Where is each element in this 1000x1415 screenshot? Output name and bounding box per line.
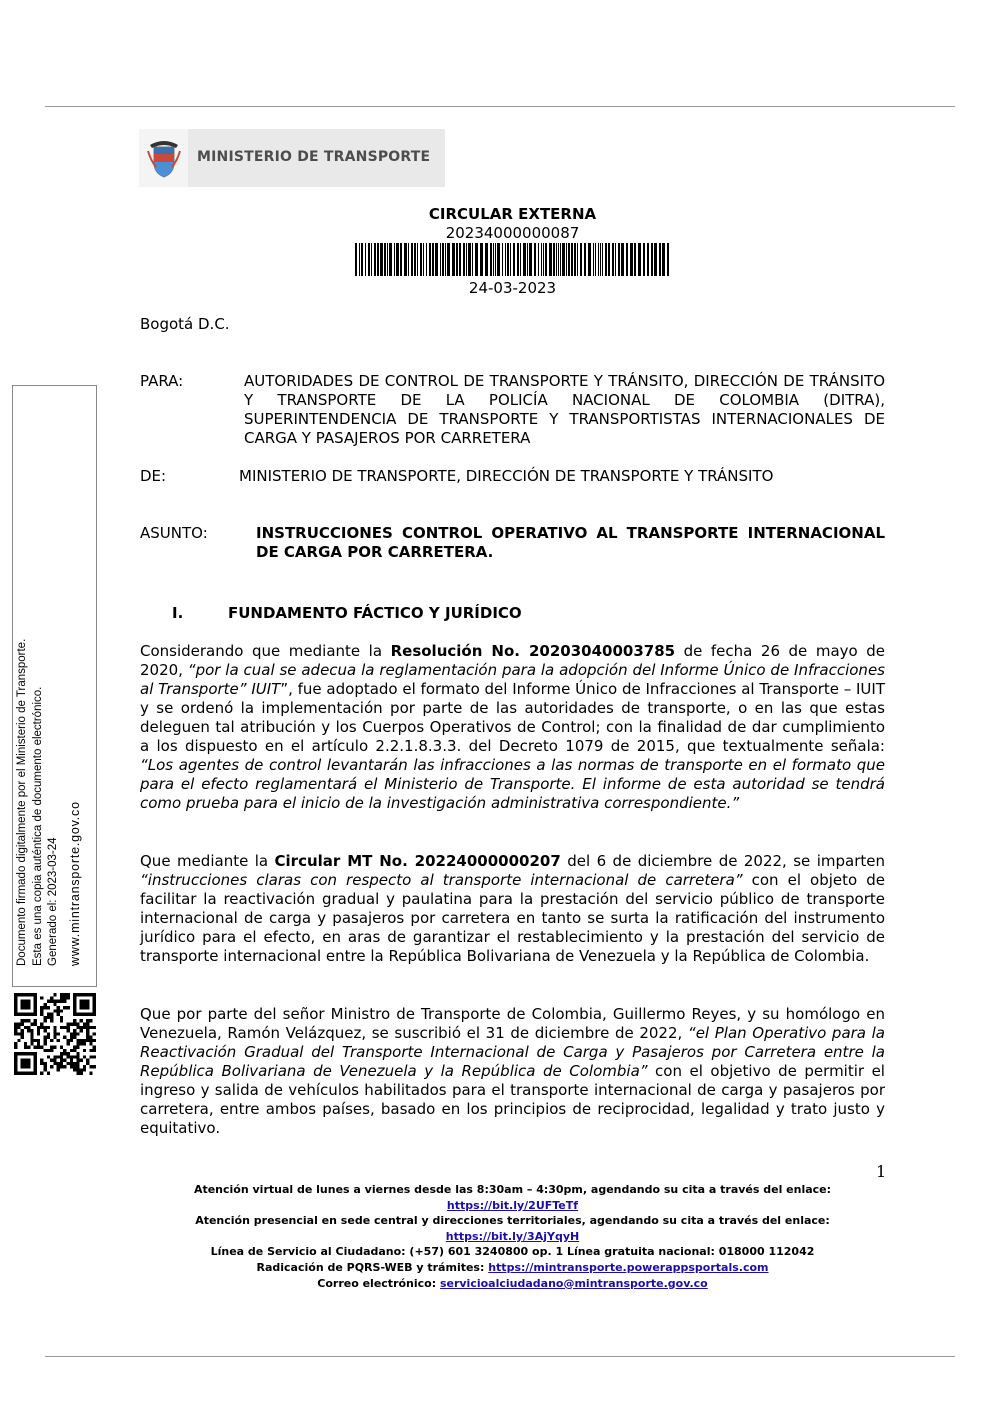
document-number: 20234000000087 [445,224,580,242]
paragraph-3 [140,1005,885,1138]
footer-phone-line: Línea de Servicio al Ciudadano: (+57) 601 3240800 op. 1 Línea gratuita nacional: 018000 112042 [210,1245,815,1259]
footer-email-label: Correo electrónico: [317,1276,440,1290]
document-type: CIRCULAR EXTERNA [428,205,597,223]
city-line: Bogotá D.C. [140,315,230,333]
p1-quote-title: “por la cual se adecua la reglamentación para la adopción del Informe Único de Infracciones al Transporte” IUIT [140,661,885,698]
p3-text-a: Que por parte del señor Ministro de Transporte de Colombia, Guillermo Reyes, y su homólogo en Venezuela, Ramón Velázquez, se suscribió el 31 de diciembre de 2022, [140,1005,885,1042]
p2-text-a: Que mediante la [140,852,275,870]
p3-text-c: con el objetivo de permitir el ingreso y salida de vehículos habilitados para el transporte internacional de carga y pasajeros por carretera, entre ambos países, basado en los principios de reciprocidad, legalidad y trato justo y equitativo. [140,1062,885,1137]
asunto-label: ASUNTO: [140,524,208,542]
section-title: FUNDAMENTO FÁCTICO Y JURÍDICO [228,604,522,622]
de-label: DE: [140,467,167,485]
p2-text-c: del 6 de diciembre de 2022, se imparten [560,852,885,870]
document-date: 24-03-2023 [468,279,557,297]
footer-pqrs-link[interactable]: https://mintransporte.powerappsportals.com [488,1260,769,1274]
para-label: PARA: [140,372,184,390]
page-number: 1 [876,1162,887,1181]
bottom-rule [45,1356,955,1357]
barcode [355,243,669,276]
p1-quote-decree: “Los agentes de control levantarán las infracciones a las normas de transporte en el formato que para el efecto reglamentará el Ministerio de Transporte. El informe de esta autoridad se tendrá como prueba para el inicio de la investigación administrativa correspondiente.” [140,756,885,812]
p2-text-e: con el objeto de facilitar la reactivación gradual y paulatina para la prestación del servicio público de transporte internacional de carga y pasajeros por carretera en tanto se surta la ratificación del instrumento jurídico para el efecto, en aras de garantizar el restablecimiento y la prestación del servicio de transporte internacional entre la República Bolivariana de Venezuela y la República de Colombia. [140,871,885,965]
ministry-logo [139,129,445,187]
circular-reference: Circular MT No. 20224000000207 [274,852,561,870]
footer-virtual-line: Atención virtual de lunes a viernes desde las 8:30am – 4:30pm, agendando su cita a través del enlace: [193,1183,832,1196]
p1-text-c: de fecha 26 de mayo de 2020, [140,642,885,679]
paragraph-2 [140,852,885,966]
footer-presencial-link[interactable]: https://bit.ly/3AjYqyH [445,1229,580,1243]
footer-email-link[interactable]: servicioalciudadano@mintransporte.gov.co [439,1276,708,1290]
top-rule [45,106,955,107]
p2-quote: “instrucciones claras con respecto al transporte internacional de carretera” [140,871,743,889]
paragraph-1 [140,642,885,813]
footer-pqrs-label: Radicación de PQRS-WEB y trámites: [256,1260,489,1274]
para-recipients: AUTORIDADES DE CONTROL DE TRANSPORTE Y TRÁNSITO, DIRECCIÓN DE TRÁNSITO Y TRANSPORTE DE LA POLICÍA NACIONAL DE COLOMBIA (DITRA), SUPERINTENDENCIA DE TRANSPORTE Y TRANSPORTISTAS INTERNACIONALES DE CARGA Y PASAJEROS POR CARRETERA [244,372,885,447]
qr-code [14,993,96,1075]
p1-text-e: ”, fue adoptado el formato del Informe Único de Infracciones al Transporte – IUIT y se ordenó la implementación por parte de las autoridades de transporte, o en las que estas deleguen tal atribución y los Cuerpos Operativos de Control; con la finalidad de dar cumplimiento a los dispuesto en el artículo 2.2.1.8.3.3. del Decreto 1079 de 2015, que textualmente señala: [140,680,885,755]
p1-text-a: Considerando que mediante la [140,642,391,660]
stamp-line-3: Generado el: 2023-03-24 [47,837,59,966]
stamp-url: www.mintransporte.gov.co [68,801,82,966]
footer-presencial-line: Atención presencial en sede central y direcciones territoriales, agendando su cita a través del enlace: [195,1214,830,1228]
resolution-reference: Resolución No. 20203040003785 [390,642,676,660]
stamp-line-2: Esta es una copia auténtica de documento electrónico. [32,686,44,966]
footer [140,1182,885,1291]
coat-of-arms-icon [147,137,181,179]
section-heading [172,604,522,622]
stamp-line-1: Documento firmado digitalmente por el Ministerio de Transporte. [16,638,28,966]
asunto-subject: INSTRUCCIONES CONTROL OPERATIVO AL TRANSPORTE INTERNACIONAL DE CARGA POR CARRETERA. [256,524,885,561]
section-number: I. [172,604,184,622]
p3-quote-plan: “el Plan Operativo para la Reactivación Gradual del Transporte Internacional de Carga y Pasajeros por Carretera entre la República Bolivariana de Venezuela y la República de Colombia” [140,1024,885,1080]
ministry-name: MINISTERIO DE TRANSPORTE [197,149,431,165]
footer-virtual-link[interactable]: https://bit.ly/2UFTeTf [446,1198,579,1212]
de-sender: MINISTERIO DE TRANSPORTE, DIRECCIÓN DE TRANSPORTE Y TRÁNSITO [239,467,774,485]
